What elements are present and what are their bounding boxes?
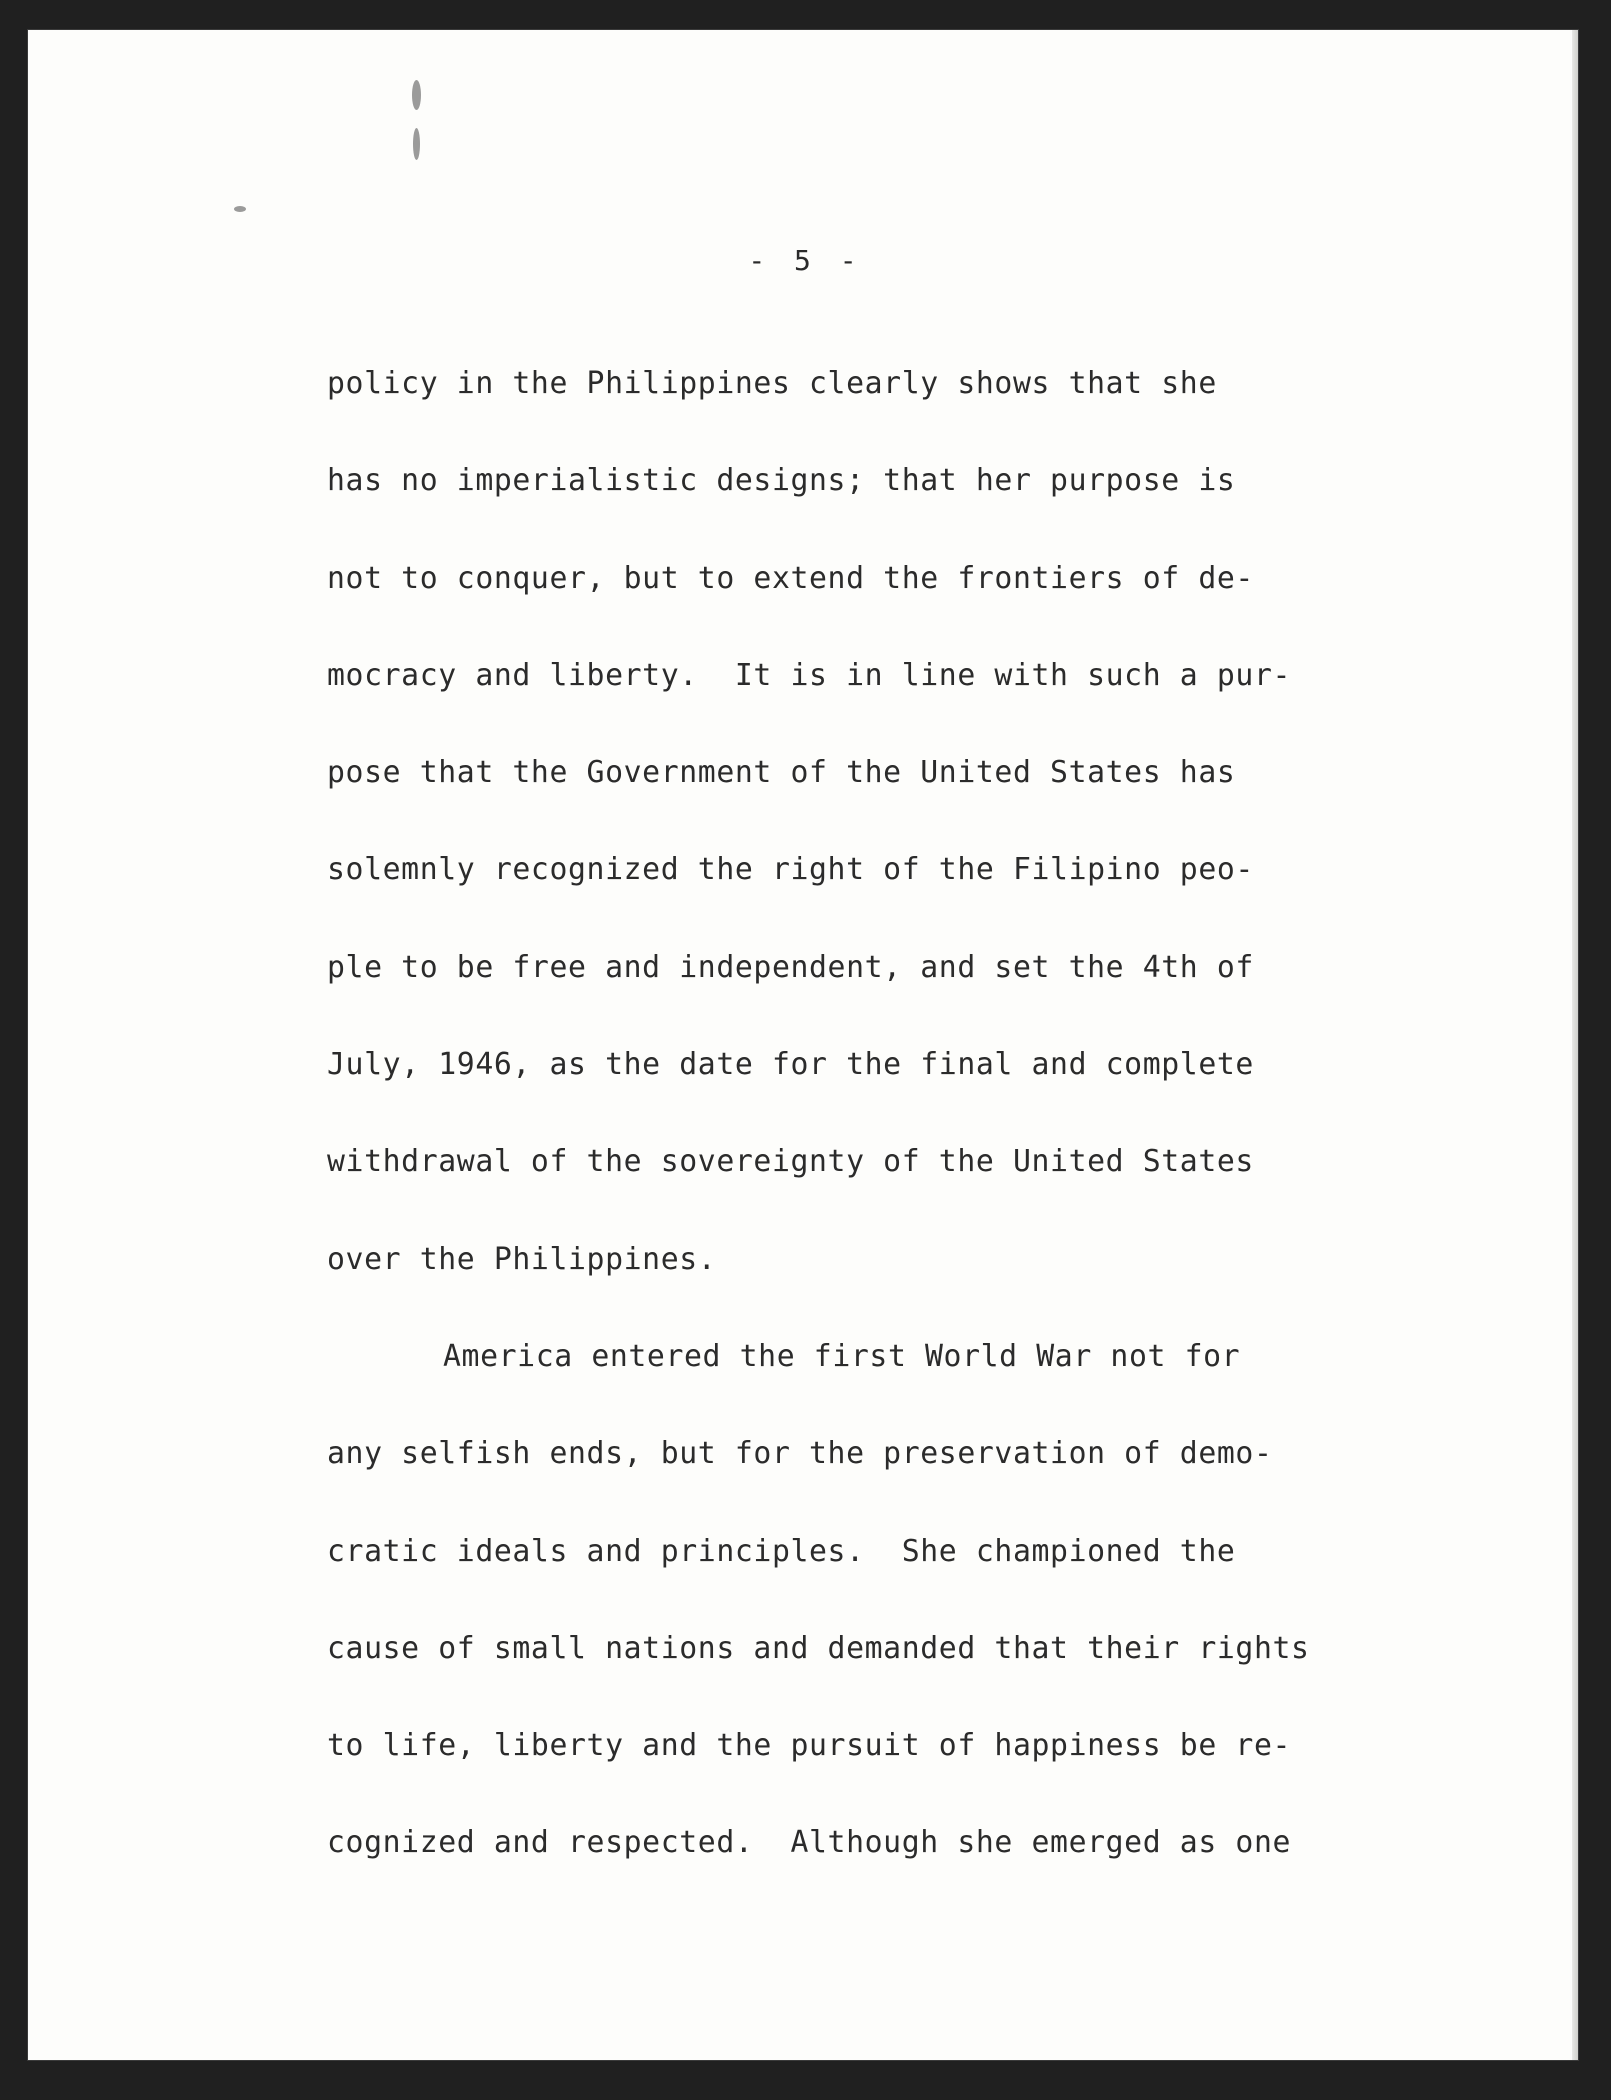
text-line: to life, liberty and the pursuit of happiness be re- xyxy=(327,1728,1292,1764)
text-line: ple to be free and independent, and set the 4th of xyxy=(327,949,1254,985)
text-line: cause of small nations and demanded that their rights xyxy=(327,1630,1310,1666)
text-line: over the Philippines. xyxy=(327,1241,717,1277)
text-line: cognized and respected. Although she emerged as one xyxy=(327,1825,1292,1861)
paragraph-start-line: America entered the first World War not for xyxy=(443,1338,1241,1374)
text-line: pose that the Government of the United States has xyxy=(327,755,1236,791)
ink-smudge xyxy=(234,206,246,212)
ink-smudge xyxy=(412,80,421,110)
body-text xyxy=(327,335,1387,1892)
text-line: mocracy and liberty. It is in line with such a pur- xyxy=(327,657,1292,693)
text-line: has no imperialistic designs; that her purpose is xyxy=(327,463,1236,499)
text-line: solemnly recognized the right of the Filipino peo- xyxy=(327,852,1254,888)
text-line: withdrawal of the sovereignty of the United States xyxy=(327,1144,1254,1180)
text-line: any selfish ends, but for the preservation of demo- xyxy=(327,1436,1273,1472)
text-line: not to conquer, but to extend the frontiers of de- xyxy=(327,560,1254,596)
text-line: July, 1946, as the date for the final and complete xyxy=(327,1047,1254,1083)
page-number: - 5 - xyxy=(748,244,863,277)
text-line: policy in the Philippines clearly shows that she xyxy=(327,366,1217,401)
text-line: cratic ideals and principles. She championed the xyxy=(327,1533,1236,1569)
ink-smudge xyxy=(413,128,420,160)
